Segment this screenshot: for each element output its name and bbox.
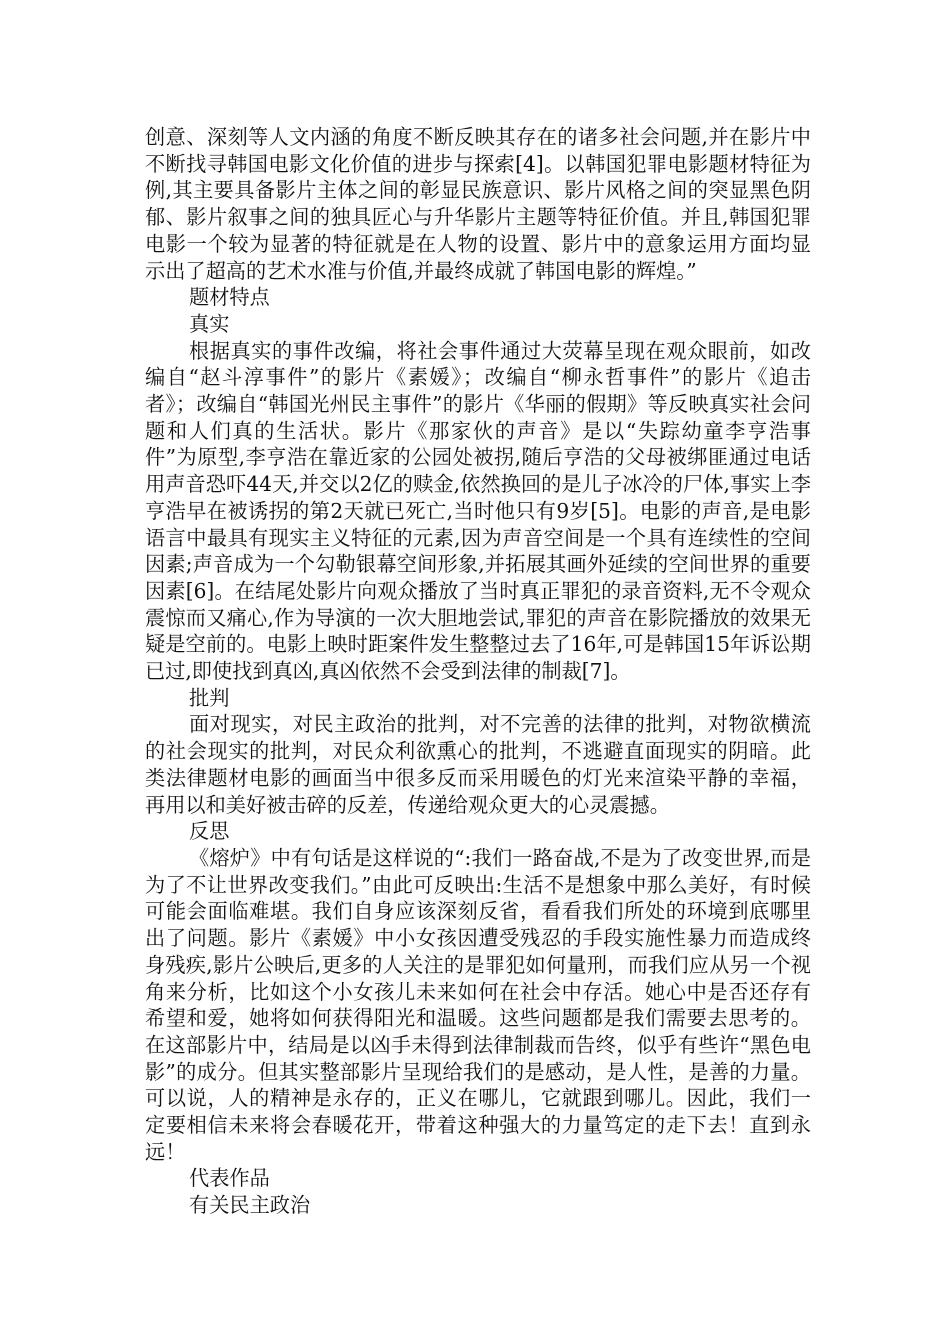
section-heading-representative-works: 代表作品: [189, 1166, 270, 1191]
document-page: [145, 124, 811, 1219]
subheading-reflection: 反思: [189, 819, 230, 844]
subheading-critique: 批判: [189, 685, 230, 710]
subheading-reality: 真实: [189, 311, 230, 336]
section-heading-themes: 题材特点: [189, 285, 270, 310]
paragraph-reflection: 《熔炉》中有句话是这样说的“:我们一路奋战,不是为了改变世界,而是为了不让世界改变我们。”由此可反映出:生活不是想象中那么美好，有时候可能会面临难堪。我们自身应该深刻反省，看看我们所处的环境到底哪里出了问题。影片《素媛》中小女孩因遭受残忍的手段实施性暴力而造成终身残疾,影片公映后,更多的人关注的是罪犯如何量刑，而我们应从另一个视角来分析，比如这个小女孩儿未来如何在社会中存活。她心中是否还存有希望和爱，她将如何获得阳光和温暖。这些问题都是我们需要去思考的。在这部影片中，结局是以凶手未得到法律制裁而告终，似乎有些许“黑色电影”的成分。但其实整部影片呈现给我们的是感动，是人性，是善的力量。可以说，人的精神是永存的，正义在哪儿，它就跟到哪儿。因此，我们一定要相信未来将会春暖花开，带着这种强大的力量笃定的走下去！直到永远！: [145, 845, 811, 1164]
paragraph-reality: 根据真实的事件改编，将社会事件通过大荧幕呈现在观众眼前，如改编自“赵斗淳事件”的影片《素媛》；改编自“柳永哲事件”的影片《追击者》；改编自“韩国光州民主事件”的影片《华丽的假期》等反映真实社会问题和人们真的生活状。影片《那家伙的声音》是以“失踪幼童李亨浩事件”为原型,李亨浩在靠近家的公园处被拐,随后亨浩的父母被绑匪通过电话用声音恐吓44天,并交以2亿的赎金,依然换回的是儿子冰冷的尸体,事实上李亨浩早在被诱拐的第2天就已死亡,当时他只有9岁[5]。电影的声音,是电影语言中最具有现实主义特征的元素,因为声音空间是一个具有连续性的空间因素;声音成为一个勾勒银幕空间形象,并拓展其画外延续的空间世界的重要因素[6]。在结尾处影片向观众播放了当时真正罪犯的录音资料,无不令观众震惊而又痛心,作为导演的一次大胆地尝试,罪犯的声音在影院播放的效果无疑是空前的。电影上映时距案件发生整整过去了16年,可是韩国15年诉讼期已过,即使找到真凶,真凶依然不会受到法律的制裁[7]。: [145, 338, 811, 684]
paragraph-intro-continuation: 创意、深刻等人文内涵的角度不断反映其存在的诸多社会问题,并在影片中不断找寻韩国电影文化价值的进步与探索[4]。以韩国犯罪电影题材特征为例,其主要具备影片主体之间的彰显民族意识、影片风格之间的突显黑色阴郁、影片叙事之间的独具匠心与升华影片主题等特征价值。并且,韩国犯罪电影一个较为显著的特征就是在人物的设置、影片中的意象运用方面均显示出了超高的艺术水准与价值,并最终成就了韩国电影的辉煌。”: [145, 125, 811, 283]
paragraph-critique: 面对现实，对民主政治的批判，对不完善的法律的批判，对物欲横流的社会现实的批判，对民众利欲熏心的批判，不逃避直面现实的阴暗。此类法律题材电影的画面当中很多反而采用暖色的灯光来渲染平静的幸福，再用以和美好被击碎的反差，传递给观众更大的心灵震撼。: [145, 712, 811, 817]
subheading-democratic-politics: 有关民主政治: [189, 1193, 311, 1218]
